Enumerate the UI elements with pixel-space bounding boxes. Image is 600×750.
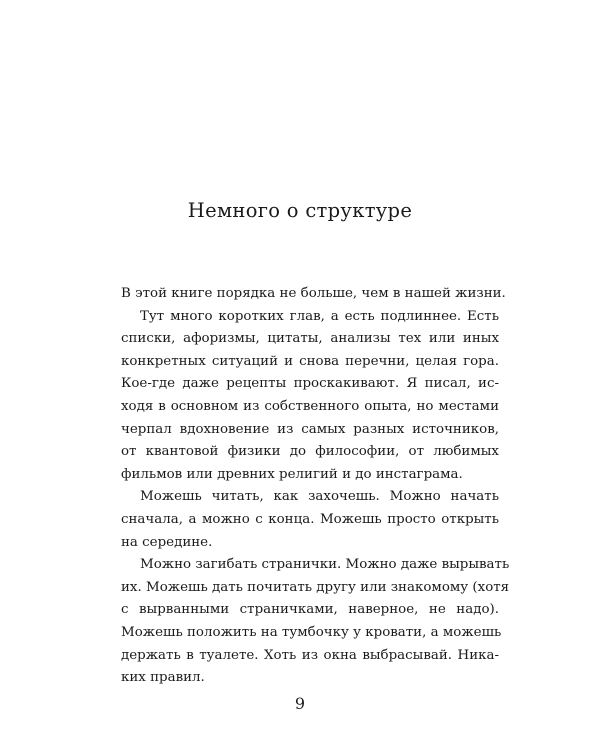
text-line: с вырванными страничками, наверное, не надо). (121, 602, 499, 618)
text-line: Тут много коротких глав, а есть подлиннее. Есть (140, 308, 499, 324)
text-line: их. Можешь дать почитать другу или знакомому (хотя (121, 579, 510, 595)
chapter-title: Немного о структуре (187, 199, 413, 222)
text-line: Можешь положить на тумбочку у кровати, а можешь (121, 624, 502, 640)
text-line: В этой книге порядка не больше, чем в нашей жизни. (121, 286, 506, 301)
text-line: Можно загибать странички. Можно даже вырывать (140, 557, 510, 573)
text-line: конкретных ситуаций и снова перечни, целая гора. (121, 353, 499, 369)
text-line: фильмов или древних религий и до инстаграма. (121, 466, 463, 482)
text-line: сначала, а можно с конца. Можешь просто открыть (121, 511, 499, 527)
text-line: от квантовой физики до философии, от любимых (121, 444, 499, 460)
text-line: на середине. (121, 534, 213, 550)
text-line: ходя в основном из собственного опыта, но местами (121, 398, 499, 414)
page-number: 9 (294, 694, 306, 713)
chapter-body (121, 283, 510, 690)
text-line: ких правил. (121, 670, 205, 686)
text-line: Кое-где даже рецепты проскакивают. Я писал, ис- (121, 376, 499, 392)
text-line: списки, афоризмы, цитаты, анализы тех или иных (121, 331, 499, 347)
text-line: Можешь читать, как захочешь. Можно начать (140, 489, 499, 505)
text-line: держать в туалете. Хоть из окна выбрасывай. Ника- (121, 647, 499, 663)
text-line: черпал вдохновение из самых разных источников, (121, 421, 499, 437)
